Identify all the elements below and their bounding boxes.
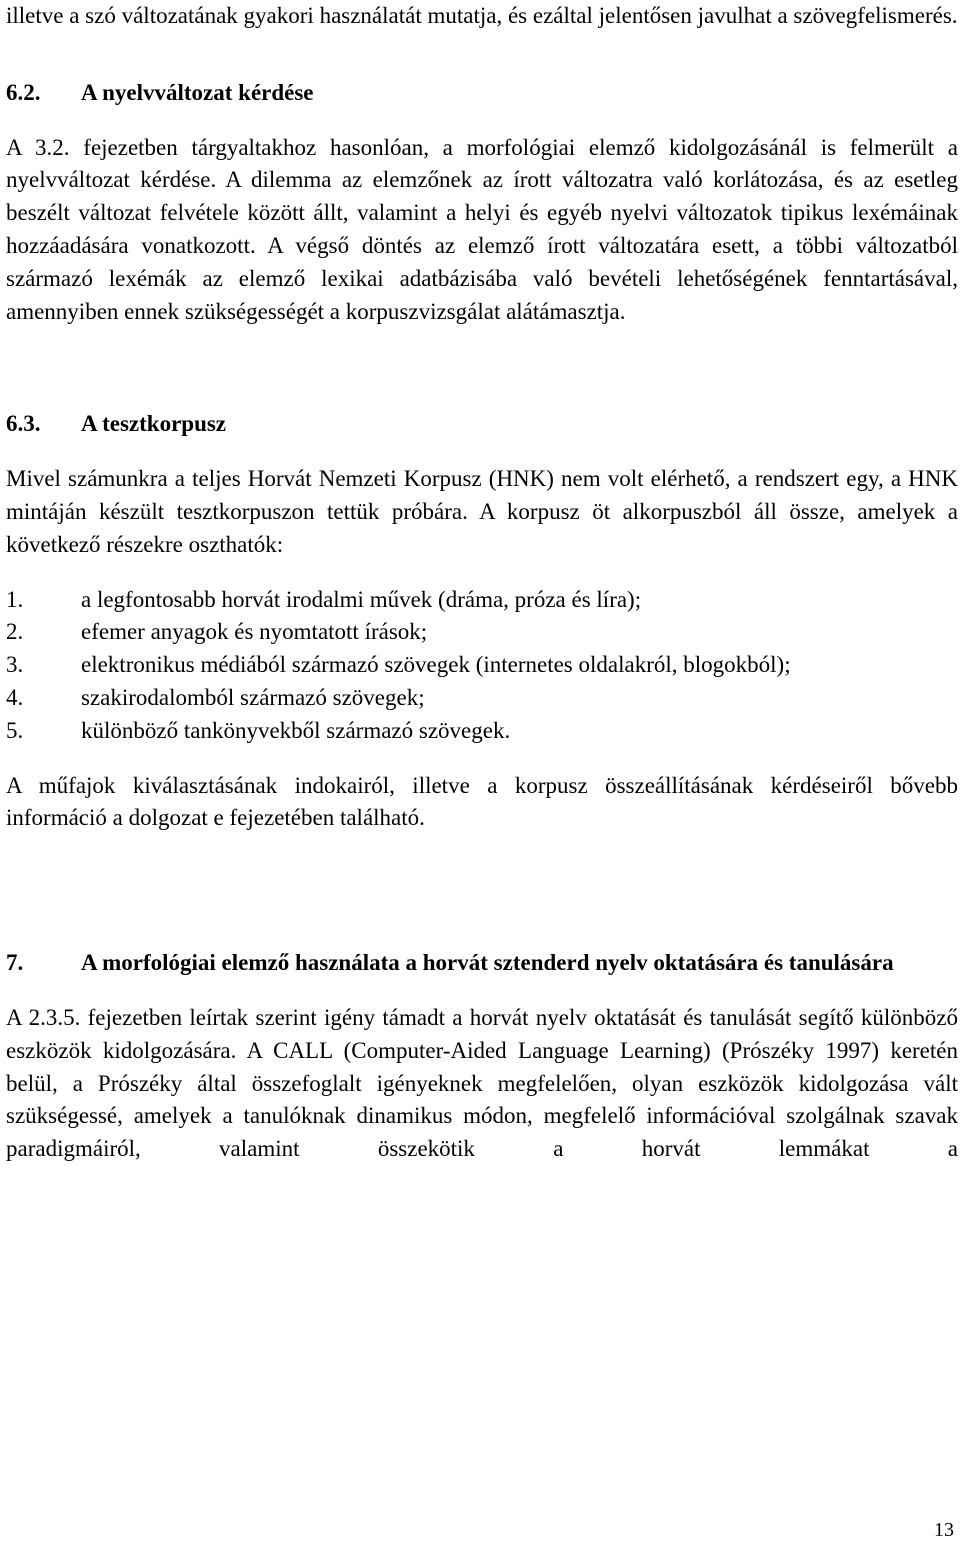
list-item-number: 1. — [6, 586, 24, 612]
subcorpus-list — [6, 584, 958, 748]
section-title: A nyelvváltozat kérdése — [81, 79, 314, 105]
list-item — [6, 584, 958, 617]
list-item — [6, 715, 958, 748]
list-item — [6, 616, 958, 649]
list-item — [6, 649, 958, 682]
page-number: 13 — [934, 1519, 954, 1541]
section-6-3-closing: A műfajok kiválasztásának indokairól, illetve a korpusz összeállításának kérdéseiről bővebb információ a dolgozat e fejezetében található. — [6, 772, 958, 831]
list-item — [6, 682, 958, 715]
list-item-number: 2. — [6, 619, 24, 645]
intro-paragraph: illetve a szó változatának gyakori használatát mutatja, és ezáltal jelentősen javulhat a szövegfelismerés. — [6, 3, 958, 28]
section-6-2-body: A 3.2. fejezetben tárgyaltakhoz hasonlóan, a morfológiai elemző kidolgozásánál is felmerült a nyelvváltozat kérdése. A dilemma az elemzőnek az írott változatra való korlátozása, és az esetleg beszélt változat felvétele között állt, valamint a helyi és egyéb nyelvi változatok tipikus lexémáinak hozzáadására vonatkozott. A végső döntés az elemző írott változatára esett, a többi változatból származó lexémák az elemző lexikai adatbázisába való bevételi lehetőségének fenntartásával, amennyiben ennek szükségességét a korpuszvizsgálat alátámasztja. — [6, 134, 958, 324]
document-page — [6, 0, 958, 1166]
section-title: A morfológiai elemző használata a horvát sztenderd nyelv oktatására és tanulására — [81, 950, 894, 976]
list-item-number: 5. — [6, 717, 24, 743]
section-number: 6.3. — [6, 411, 41, 437]
section-7-body: A 2.3.5. fejezetben leírtak szerint igény támadt a horvát nyelv oktatását és tanulását segítő különböző eszközök kidolgozására. A CALL (Computer-Aided Language Learning) (Prószéky 1997) keretén belül, a Prószéky által összefoglalt igényeknek megfelelően, olyan eszközök kidolgozása vált szükségessé, amelyek a tanulóknak dinamikus módon, megfelelő információval szolgálnak szavak paradigmáiról, valamint összekötik a horvát lemmákat a — [6, 1004, 958, 1162]
list-item-number: 3. — [6, 652, 24, 678]
list-item-text: a legfontosabb horvát irodalmi művek (dráma, próza és líra); — [81, 586, 642, 612]
list-item-text: efemer anyagok és nyomtatott írások; — [81, 619, 428, 645]
list-item-number: 4. — [6, 684, 24, 710]
list-item-text: különböző tankönyvekből származó szövegek. — [81, 717, 511, 743]
list-item-text: szakirodalomból származó szövegek; — [81, 684, 425, 710]
section-6-3-body: Mivel számunkra a teljes Horvát Nemzeti Korpusz (HNK) nem volt elérhető, a rendszert egy, a HNK mintáján készült tesztkorpuszon tettük próbára. A korpusz öt alkorpuszból áll össze, amelyek a következő részekre oszthatók: — [6, 466, 958, 557]
section-heading-7 — [6, 947, 958, 980]
list-item-text: elektronikus médiából származó szövegek (internetes oldalakról, blogokból); — [81, 652, 791, 678]
section-number: 7. — [6, 950, 24, 976]
section-title: A tesztkorpusz — [81, 411, 227, 437]
section-heading-6-2 — [6, 77, 958, 110]
section-heading-6-3 — [6, 408, 958, 441]
section-number: 6.2. — [6, 79, 41, 105]
